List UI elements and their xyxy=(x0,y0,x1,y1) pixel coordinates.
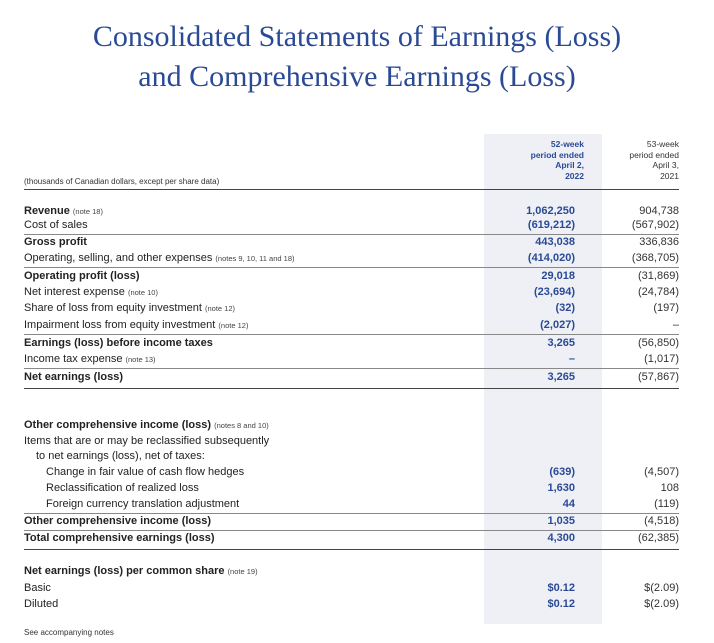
value-2021: (62,385) xyxy=(638,532,679,544)
value-2022: 443,038 xyxy=(535,236,575,248)
row-label: Reclassification of realized loss xyxy=(46,482,199,494)
table-row xyxy=(24,337,679,350)
value-2021: $(2.09) xyxy=(644,582,679,594)
table-row xyxy=(24,252,679,265)
total-rule xyxy=(24,388,679,389)
table-row xyxy=(24,236,679,249)
value-2022: (414,020) xyxy=(527,252,575,264)
table-row xyxy=(24,270,679,283)
value-2022: (32) xyxy=(555,302,575,314)
value-2022: (2,027) xyxy=(540,319,575,331)
subtotal-rule xyxy=(24,530,679,531)
table-row xyxy=(24,319,679,332)
value-2021: (119) xyxy=(654,498,679,510)
title-line-2: and Comprehensive Earnings (Loss) xyxy=(138,60,576,93)
value-2022: – xyxy=(568,353,575,365)
value-2022: 29,018 xyxy=(541,270,575,282)
row-label: Cost of sales xyxy=(24,219,88,231)
table-row xyxy=(24,565,679,578)
row-label: Operating profit (loss) xyxy=(24,270,140,282)
value-2022: 3,265 xyxy=(547,371,575,383)
column-header-2021-line: 2021 xyxy=(660,170,679,181)
value-2022: 4,300 xyxy=(547,532,575,544)
table-row xyxy=(24,435,679,448)
table-row xyxy=(24,353,679,366)
total-rule xyxy=(24,549,679,550)
value-2021: (57,867) xyxy=(638,371,679,383)
row-label: Revenue (note 18) xyxy=(24,205,103,217)
value-2022: $0.12 xyxy=(547,598,575,610)
row-label: Other comprehensive income (loss) xyxy=(24,515,212,527)
row-label: Earnings (loss) before income taxes xyxy=(24,337,213,349)
value-2022: 1,630 xyxy=(547,482,575,494)
table-row xyxy=(24,466,679,479)
value-2021: (197) xyxy=(653,302,679,314)
table-row xyxy=(24,419,679,432)
value-2022: (23,694) xyxy=(534,286,575,298)
row-label: Foreign currency translation adjustment xyxy=(46,498,240,510)
value-2022: (619,212) xyxy=(527,219,575,231)
column-header-2021-line: 53-week xyxy=(646,139,679,149)
value-2022: 3,265 xyxy=(547,337,575,349)
value-2021: (56,850) xyxy=(638,337,679,349)
table-row xyxy=(24,532,679,545)
row-label: Income tax expense (note 13) xyxy=(24,353,156,365)
row-label: Net earnings (loss) xyxy=(24,371,124,383)
row-label: Share of loss from equity investment (note 12) xyxy=(24,302,236,314)
value-2021: (4,518) xyxy=(644,515,679,527)
row-label: Total comprehensive earnings (loss) xyxy=(24,532,215,544)
value-2021: – xyxy=(672,319,679,331)
row-label: Net interest expense (note 10) xyxy=(24,286,158,298)
value-2021: (368,705) xyxy=(631,252,679,264)
value-2021: $(2.09) xyxy=(644,598,679,610)
value-2021: 336,836 xyxy=(639,236,679,248)
units-label: (thousands of Canadian dollars, except per share data) xyxy=(24,177,220,186)
row-label: Diluted xyxy=(24,598,59,610)
value-2022: 44 xyxy=(562,498,575,510)
column-header-2022 xyxy=(484,139,584,181)
value-2021: (4,507) xyxy=(644,466,679,478)
column-header-2022-line: 2022 xyxy=(565,170,584,181)
table-row xyxy=(24,515,679,528)
value-2021: (1,017) xyxy=(644,353,679,365)
subtotal-rule xyxy=(24,513,679,514)
table-row xyxy=(24,598,679,611)
row-label: Operating, selling, and other expenses (notes 9, 10, 11 and 18) xyxy=(24,252,295,264)
row-label: Other comprehensive income (loss) (notes 8 and 10) xyxy=(24,419,269,431)
row-label: Basic xyxy=(24,582,51,594)
table-row xyxy=(24,302,679,315)
table-row xyxy=(24,219,679,232)
column-header-2021 xyxy=(600,139,679,181)
value-2022: (639) xyxy=(549,466,575,478)
value-2021: (567,902) xyxy=(631,219,679,231)
row-label: to net earnings (loss), net of taxes: xyxy=(36,450,205,462)
header-rule xyxy=(24,189,679,190)
column-header-2022-line: April 2, xyxy=(555,160,584,170)
footnote: See accompanying notes xyxy=(24,628,114,637)
value-2021: (31,869) xyxy=(638,270,679,282)
table-row xyxy=(24,286,679,299)
column-header-2021-line: period ended xyxy=(629,149,679,160)
row-label: Impairment loss from equity investment (note 12) xyxy=(24,319,249,331)
subtotal-rule xyxy=(24,368,679,369)
table-row xyxy=(24,205,679,218)
value-2022: 1,062,250 xyxy=(526,205,575,217)
title-line-1: Consolidated Statements of Earnings (Loss) xyxy=(92,20,622,53)
row-label: Gross profit xyxy=(24,236,87,248)
table-row xyxy=(24,482,679,495)
subtotal-rule xyxy=(24,267,679,268)
subtotal-rule xyxy=(24,234,679,235)
row-label: Change in fair value of cash flow hedges xyxy=(46,466,245,478)
table-row xyxy=(24,498,679,511)
table-row xyxy=(24,371,679,384)
column-header-2021-line: April 3, xyxy=(652,160,679,170)
value-2022: 1,035 xyxy=(547,515,575,527)
subtotal-rule xyxy=(24,334,679,335)
column-header-2022-line: 52-week xyxy=(550,139,584,149)
table-row xyxy=(24,450,679,463)
value-2021: (24,784) xyxy=(638,286,679,298)
row-label: Items that are or may be reclassified subsequently xyxy=(24,435,270,447)
column-header-2022-line: period ended xyxy=(530,149,584,160)
value-2021: 904,738 xyxy=(639,205,679,217)
value-2022: $0.12 xyxy=(547,582,575,594)
table-row xyxy=(24,582,679,595)
row-label: Net earnings (loss) per common share (note 19) xyxy=(24,565,258,577)
value-2021: 108 xyxy=(660,482,679,494)
